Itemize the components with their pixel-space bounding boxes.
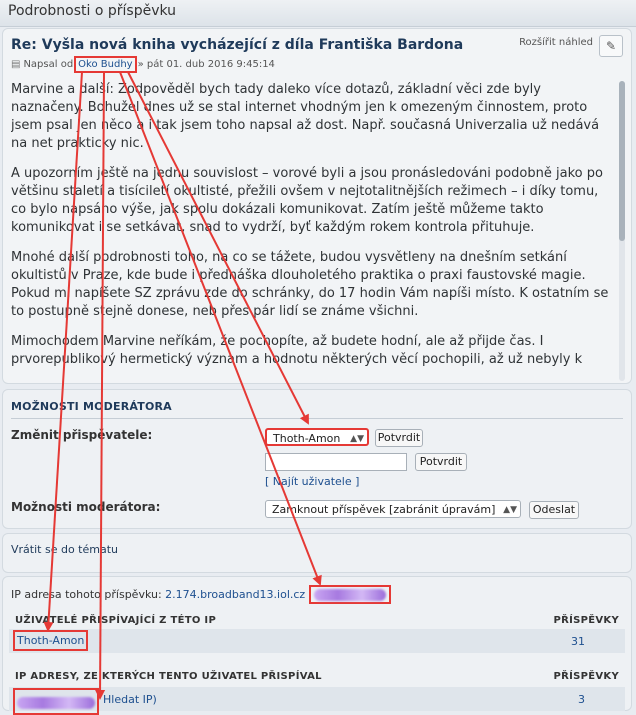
ip-host[interactable]: 2.174.broadband13.iol.cz: [165, 588, 306, 601]
post-paragraph: Marvine a další: Zodpověděl bych tady daleko více dotazů, základní věci zde byly naznačeny. Bohužel dnes už se stal internet vhodným jen k omezeným činnostem, proto jsem psal jen něco a i tak jsem toho napsal až dost. Např. současná Univerzalia už nedává na net prakticky nic.: [11, 82, 600, 151]
post-paragraph: Mimochodem Marvine neříkám, že pochopíte, až budete hodní, ale až přijde čas. I prvorepublikový hermetický význam a hodnotu některých věcí pochopili, až už nebyly k: [11, 334, 583, 367]
meta-date: » pát 01. dub 2016 9:45:14: [137, 59, 275, 70]
send-button[interactable]: Odeslat: [529, 501, 579, 519]
post-scrollbar[interactable]: [619, 81, 625, 381]
post-title[interactable]: Re: Vyšla nová kniha vycházející z díla Františka Bardona: [11, 37, 464, 53]
confirm-poster-button[interactable]: Potvrdit: [375, 429, 423, 447]
poster-select-value: Thoth-Amon: [273, 432, 341, 445]
posts-header: PŘÍSPĚVKY: [553, 615, 619, 626]
posts-header: PŘÍSPĚVKY: [553, 671, 619, 682]
find-user-link[interactable]: [ Najít uživatele ]: [265, 475, 360, 488]
ip-address-line: [11, 585, 391, 604]
select-arrow-icon: ▲▼: [350, 434, 364, 444]
users-from-ip-header: UŽIVATELÉ PŘISPÍVAJÍCÍ Z TÉTO IP: [15, 615, 217, 626]
moderator-section-title: MOŽNOSTI MODERÁTORA: [11, 400, 172, 413]
scrollbar-thumb[interactable]: [619, 81, 625, 241]
username-input[interactable]: [265, 453, 407, 471]
ip-prefix: IP adresa tohoto příspěvku:: [11, 588, 162, 601]
page-title: Podrobnosti o příspěvku: [8, 3, 177, 19]
mod-action-select-value: Zamknout příspěvek [zabránit úpravám]: [272, 503, 496, 516]
post-panel: [2, 28, 632, 384]
meta-prefix: Napsal od: [23, 59, 74, 70]
ip-panel: [2, 576, 632, 711]
post-paragraph: Mnohé další podrobnosti toho, na co se tážete, budou vysvětleny na dnešním setkání okultistů v Praze, kde bude i přednáška dlouholetého praktika o praxi faustovské magie. Pokud mi napíšete SZ zprávu zde do schránky, do 17 hodin Vám napíši místo. K ostatním se to postupně stejně donese, neb přes pár lidí se známe všichni.: [11, 250, 609, 319]
table-row: [9, 629, 625, 653]
user-link[interactable]: Thoth-Amon: [13, 630, 88, 651]
poster-select[interactable]: [265, 428, 369, 446]
user-ips-header: IP ADRESY, ZE KTERÝCH TENTO UŽIVATEL PŘISPÍVAL: [15, 671, 322, 682]
window-title-bar: [0, 0, 636, 27]
return-to-topic-link[interactable]: Vrátit se do tématu: [11, 543, 118, 556]
pencil-icon: ✎: [605, 39, 617, 53]
confirm-username-button[interactable]: Potvrdit: [415, 453, 467, 471]
divider: [11, 418, 623, 419]
document-icon: ▤: [11, 59, 21, 70]
ip-post-count[interactable]: 3: [578, 693, 585, 706]
change-poster-label: Změnit přispěvatele:: [11, 428, 153, 442]
author-link[interactable]: Oko Budhy: [74, 56, 136, 73]
edit-button[interactable]: [599, 35, 623, 57]
expand-view-link[interactable]: Rozšířit náhled: [519, 37, 593, 48]
mod-action-select[interactable]: [265, 500, 521, 518]
select-arrow-icon: ▲▼: [503, 505, 517, 515]
redaction-blur: [17, 697, 95, 709]
search-ip-link[interactable]: Hledat IP): [103, 693, 157, 706]
mod-options-label: Možnosti moderátora:: [11, 500, 161, 514]
redaction-blur: [314, 589, 386, 601]
redacted-ip: [309, 585, 391, 604]
post-paragraph: A upozorním ještě na jednu souvislost – vorové byli a jsou pronásledováni podobně jako po většinu staletí a tisíciletí okultisté, přežili ovšem v nejtotalitnějších režimech – i díky tomu, co bylo napsáno výše, jak spolu dokázali komunikovat. Zatím ještě můžeme takto komunikovat i se setkávat, snad to vydrží, byť každým rokem kontrola přituhuje.: [11, 166, 603, 235]
return-panel: [2, 533, 632, 573]
post-body: [11, 81, 611, 381]
post-meta: [11, 59, 275, 70]
table-row: [9, 687, 625, 711]
moderator-panel: [2, 389, 632, 529]
user-post-count[interactable]: 31: [571, 635, 585, 648]
